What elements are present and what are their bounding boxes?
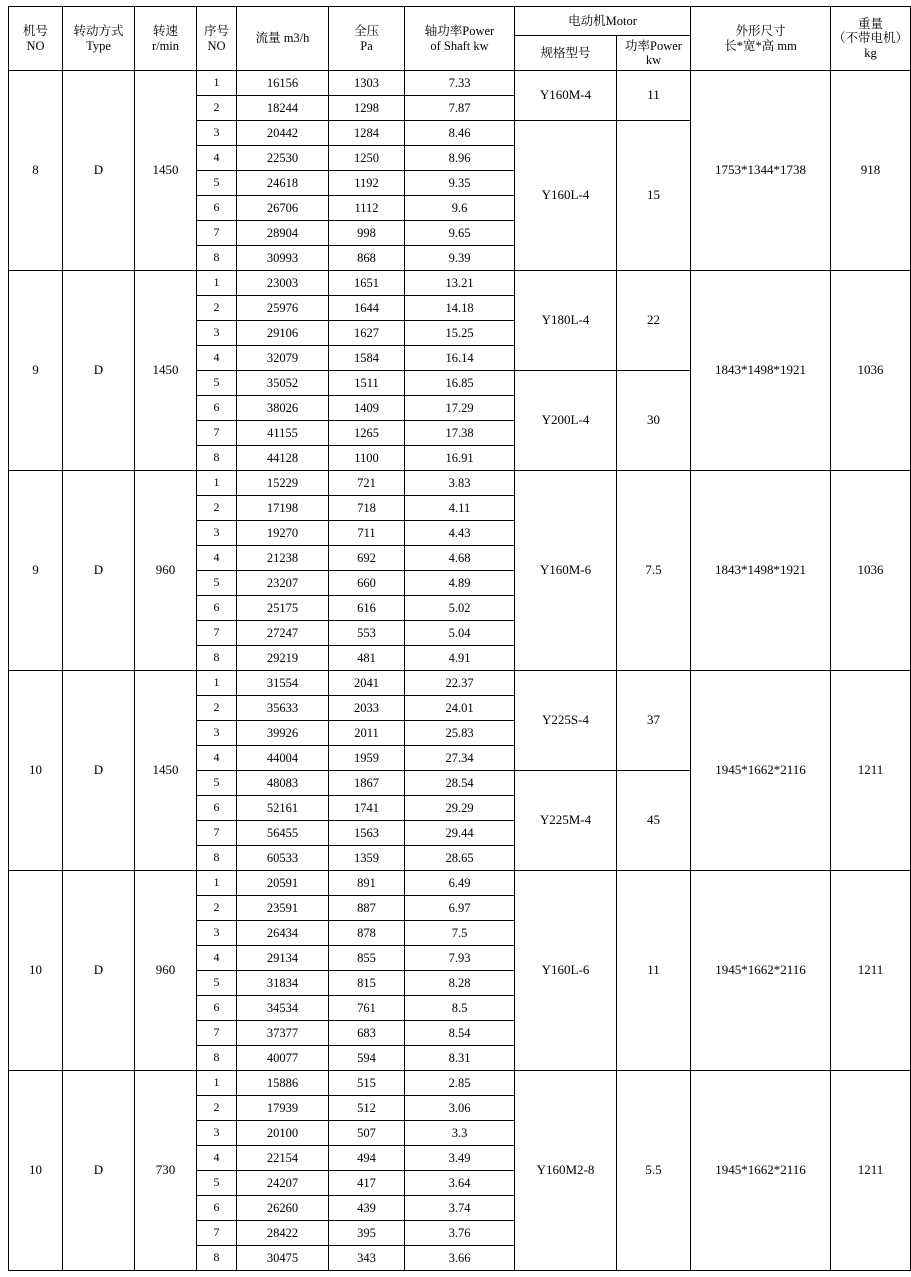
cell-sequence-no: 2	[197, 96, 237, 121]
cell-total-pressure: 721	[329, 471, 405, 496]
cell-flow: 32079	[237, 346, 329, 371]
cell-sequence-no: 8	[197, 846, 237, 871]
group-speed: 730	[135, 1071, 197, 1271]
cell-flow: 16156	[237, 71, 329, 96]
cell-shaft-power: 15.25	[405, 321, 515, 346]
cell-total-pressure: 891	[329, 871, 405, 896]
cell-sequence-no: 2	[197, 896, 237, 921]
cell-shaft-power: 8.54	[405, 1021, 515, 1046]
group-machine-no: 9	[9, 271, 63, 471]
cell-sequence-no: 8	[197, 1246, 237, 1271]
group-drive-type: D	[63, 671, 135, 871]
cell-total-pressure: 887	[329, 896, 405, 921]
cell-total-pressure: 594	[329, 1046, 405, 1071]
cell-shaft-power: 4.89	[405, 571, 515, 596]
cell-total-pressure: 1112	[329, 196, 405, 221]
cell-flow: 17198	[237, 496, 329, 521]
cell-total-pressure: 1651	[329, 271, 405, 296]
cell-shaft-power: 3.49	[405, 1146, 515, 1171]
header-row-1	[9, 7, 911, 36]
group-speed: 1450	[135, 71, 197, 271]
cell-flow: 29219	[237, 646, 329, 671]
cell-weight: 1036	[831, 471, 911, 671]
cell-shaft-power: 5.02	[405, 596, 515, 621]
cell-flow: 26260	[237, 1196, 329, 1221]
cell-shaft-power: 17.38	[405, 421, 515, 446]
cell-total-pressure: 878	[329, 921, 405, 946]
cell-shaft-power: 7.87	[405, 96, 515, 121]
group-drive-type: D	[63, 1071, 135, 1271]
group-speed: 960	[135, 471, 197, 671]
group-drive-type: D	[63, 271, 135, 471]
table-header	[9, 7, 911, 71]
cell-sequence-no: 3	[197, 321, 237, 346]
cell-shaft-power: 8.46	[405, 121, 515, 146]
cell-total-pressure: 616	[329, 596, 405, 621]
cell-sequence-no: 2	[197, 296, 237, 321]
cell-sequence-no: 7	[197, 1221, 237, 1246]
cell-total-pressure: 711	[329, 521, 405, 546]
cell-total-pressure: 553	[329, 621, 405, 646]
cell-dimensions: 1945*1662*2116	[691, 1071, 831, 1271]
cell-flow: 40077	[237, 1046, 329, 1071]
cell-sequence-no: 8	[197, 1046, 237, 1071]
cell-total-pressure: 718	[329, 496, 405, 521]
cell-sequence-no: 7	[197, 821, 237, 846]
cell-shaft-power: 3.64	[405, 1171, 515, 1196]
cell-flow: 15229	[237, 471, 329, 496]
cell-shaft-power: 9.6	[405, 196, 515, 221]
cell-sequence-no: 7	[197, 621, 237, 646]
cell-shaft-power: 3.76	[405, 1221, 515, 1246]
cell-total-pressure: 2033	[329, 696, 405, 721]
cell-sequence-no: 3	[197, 521, 237, 546]
cell-total-pressure: 512	[329, 1096, 405, 1121]
cell-flow: 20100	[237, 1121, 329, 1146]
group-speed: 1450	[135, 671, 197, 871]
table-row	[9, 871, 911, 896]
cell-weight: 1036	[831, 271, 911, 471]
cell-motor-power: 37	[617, 671, 691, 771]
cell-dimensions: 1753*1344*1738	[691, 71, 831, 271]
cell-flow: 30993	[237, 246, 329, 271]
cell-sequence-no: 4	[197, 946, 237, 971]
cell-flow: 29106	[237, 321, 329, 346]
cell-motor-model: Y160L-4	[515, 121, 617, 271]
cell-sequence-no: 6	[197, 1196, 237, 1221]
cell-total-pressure: 692	[329, 546, 405, 571]
cell-total-pressure: 395	[329, 1221, 405, 1246]
cell-total-pressure: 1192	[329, 171, 405, 196]
cell-total-pressure: 1100	[329, 446, 405, 471]
cell-total-pressure: 481	[329, 646, 405, 671]
header-machine-no: 机号 NO	[9, 7, 63, 71]
cell-sequence-no: 8	[197, 246, 237, 271]
cell-shaft-power: 7.5	[405, 921, 515, 946]
cell-sequence-no: 1	[197, 271, 237, 296]
cell-total-pressure: 1511	[329, 371, 405, 396]
cell-shaft-power: 3.06	[405, 1096, 515, 1121]
cell-shaft-power: 4.11	[405, 496, 515, 521]
cell-flow: 28422	[237, 1221, 329, 1246]
cell-shaft-power: 3.66	[405, 1246, 515, 1271]
cell-total-pressure: 507	[329, 1121, 405, 1146]
cell-flow: 44128	[237, 446, 329, 471]
cell-flow: 18244	[237, 96, 329, 121]
cell-sequence-no: 6	[197, 996, 237, 1021]
header-motor-power: 功率Power kw	[617, 36, 691, 71]
cell-total-pressure: 515	[329, 1071, 405, 1096]
cell-total-pressure: 761	[329, 996, 405, 1021]
group-machine-no: 10	[9, 871, 63, 1071]
cell-total-pressure: 998	[329, 221, 405, 246]
cell-shaft-power: 7.33	[405, 71, 515, 96]
cell-total-pressure: 1359	[329, 846, 405, 871]
cell-total-pressure: 1627	[329, 321, 405, 346]
cell-flow: 31554	[237, 671, 329, 696]
cell-flow: 20442	[237, 121, 329, 146]
cell-shaft-power: 6.49	[405, 871, 515, 896]
cell-shaft-power: 9.35	[405, 171, 515, 196]
cell-total-pressure: 1584	[329, 346, 405, 371]
cell-total-pressure: 2011	[329, 721, 405, 746]
cell-sequence-no: 1	[197, 871, 237, 896]
cell-flow: 19270	[237, 521, 329, 546]
cell-total-pressure: 2041	[329, 671, 405, 696]
cell-flow: 60533	[237, 846, 329, 871]
cell-flow: 28904	[237, 221, 329, 246]
cell-total-pressure: 494	[329, 1146, 405, 1171]
cell-shaft-power: 16.14	[405, 346, 515, 371]
header-dimensions: 外形尺寸 长*宽*高 mm	[691, 7, 831, 71]
cell-flow: 21238	[237, 546, 329, 571]
cell-weight: 1211	[831, 871, 911, 1071]
cell-weight: 1211	[831, 671, 911, 871]
group-machine-no: 9	[9, 471, 63, 671]
cell-shaft-power: 16.91	[405, 446, 515, 471]
header-shaft-power: 轴功率Power of Shaft kw	[405, 7, 515, 71]
table-row	[9, 71, 911, 96]
cell-dimensions: 1843*1498*1921	[691, 271, 831, 471]
cell-sequence-no: 3	[197, 121, 237, 146]
cell-sequence-no: 7	[197, 221, 237, 246]
cell-shaft-power: 8.31	[405, 1046, 515, 1071]
cell-total-pressure: 1867	[329, 771, 405, 796]
cell-flow: 41155	[237, 421, 329, 446]
header-sequence-no: 序号 NO	[197, 7, 237, 71]
cell-sequence-no: 4	[197, 1146, 237, 1171]
cell-flow: 31834	[237, 971, 329, 996]
header-motor: 电动机Motor	[515, 7, 691, 36]
cell-weight: 1211	[831, 1071, 911, 1271]
cell-shaft-power: 16.85	[405, 371, 515, 396]
cell-dimensions: 1945*1662*2116	[691, 871, 831, 1071]
cell-total-pressure: 1741	[329, 796, 405, 821]
group-speed: 960	[135, 871, 197, 1071]
cell-total-pressure: 1959	[329, 746, 405, 771]
group-machine-no: 10	[9, 1071, 63, 1271]
cell-shaft-power: 3.83	[405, 471, 515, 496]
cell-sequence-no: 4	[197, 146, 237, 171]
cell-total-pressure: 1409	[329, 396, 405, 421]
table-row	[9, 671, 911, 696]
cell-dimensions: 1945*1662*2116	[691, 671, 831, 871]
cell-flow: 26706	[237, 196, 329, 221]
cell-flow: 22154	[237, 1146, 329, 1171]
header-weight: 重量 （不带电机） kg	[831, 7, 911, 71]
cell-dimensions: 1843*1498*1921	[691, 471, 831, 671]
cell-shaft-power: 28.54	[405, 771, 515, 796]
cell-total-pressure: 1563	[329, 821, 405, 846]
cell-flow: 39926	[237, 721, 329, 746]
cell-total-pressure: 855	[329, 946, 405, 971]
cell-motor-power: 15	[617, 121, 691, 271]
table-row	[9, 1071, 911, 1096]
cell-sequence-no: 2	[197, 1096, 237, 1121]
cell-total-pressure: 1298	[329, 96, 405, 121]
header-speed: 转速 r/min	[135, 7, 197, 71]
header-total-pressure: 全压 Pa	[329, 7, 405, 71]
cell-sequence-no: 5	[197, 971, 237, 996]
cell-sequence-no: 4	[197, 546, 237, 571]
cell-shaft-power: 7.93	[405, 946, 515, 971]
cell-sequence-no: 7	[197, 421, 237, 446]
cell-shaft-power: 8.96	[405, 146, 515, 171]
cell-total-pressure: 683	[329, 1021, 405, 1046]
header-motor-model: 规格型号	[515, 36, 617, 71]
cell-sequence-no: 5	[197, 1171, 237, 1196]
cell-motor-model: Y180L-4	[515, 271, 617, 371]
cell-flow: 30475	[237, 1246, 329, 1271]
cell-total-pressure: 1250	[329, 146, 405, 171]
cell-shaft-power: 8.5	[405, 996, 515, 1021]
cell-shaft-power: 25.83	[405, 721, 515, 746]
cell-total-pressure: 1265	[329, 421, 405, 446]
cell-motor-power: 5.5	[617, 1071, 691, 1271]
table-row	[9, 471, 911, 496]
cell-shaft-power: 22.37	[405, 671, 515, 696]
cell-flow: 23591	[237, 896, 329, 921]
cell-flow: 20591	[237, 871, 329, 896]
cell-sequence-no: 6	[197, 196, 237, 221]
cell-shaft-power: 14.18	[405, 296, 515, 321]
cell-motor-power: 7.5	[617, 471, 691, 671]
cell-total-pressure: 660	[329, 571, 405, 596]
cell-motor-model: Y200L-4	[515, 371, 617, 471]
header-drive-type: 转动方式 Type	[63, 7, 135, 71]
cell-flow: 26434	[237, 921, 329, 946]
group-speed: 1450	[135, 271, 197, 471]
cell-flow: 15886	[237, 1071, 329, 1096]
cell-motor-model: Y225M-4	[515, 771, 617, 871]
cell-flow: 52161	[237, 796, 329, 821]
cell-sequence-no: 2	[197, 496, 237, 521]
cell-total-pressure: 1303	[329, 71, 405, 96]
cell-flow: 25976	[237, 296, 329, 321]
cell-sequence-no: 5	[197, 371, 237, 396]
cell-flow: 44004	[237, 746, 329, 771]
cell-flow: 17939	[237, 1096, 329, 1121]
cell-shaft-power: 5.04	[405, 621, 515, 646]
cell-flow: 34534	[237, 996, 329, 1021]
cell-sequence-no: 5	[197, 571, 237, 596]
cell-total-pressure: 417	[329, 1171, 405, 1196]
cell-flow: 24207	[237, 1171, 329, 1196]
cell-shaft-power: 24.01	[405, 696, 515, 721]
cell-shaft-power: 8.28	[405, 971, 515, 996]
cell-sequence-no: 6	[197, 396, 237, 421]
cell-flow: 56455	[237, 821, 329, 846]
cell-motor-model: Y160L-6	[515, 871, 617, 1071]
group-drive-type: D	[63, 71, 135, 271]
cell-motor-model: Y160M2-8	[515, 1071, 617, 1271]
cell-shaft-power: 3.74	[405, 1196, 515, 1221]
cell-shaft-power: 4.43	[405, 521, 515, 546]
cell-sequence-no: 4	[197, 746, 237, 771]
cell-sequence-no: 6	[197, 596, 237, 621]
cell-flow: 29134	[237, 946, 329, 971]
cell-total-pressure: 815	[329, 971, 405, 996]
cell-shaft-power: 6.97	[405, 896, 515, 921]
cell-shaft-power: 2.85	[405, 1071, 515, 1096]
cell-sequence-no: 4	[197, 346, 237, 371]
cell-shaft-power: 27.34	[405, 746, 515, 771]
cell-shaft-power: 29.29	[405, 796, 515, 821]
cell-total-pressure: 1644	[329, 296, 405, 321]
cell-flow: 22530	[237, 146, 329, 171]
cell-sequence-no: 5	[197, 771, 237, 796]
cell-total-pressure: 343	[329, 1246, 405, 1271]
cell-shaft-power: 29.44	[405, 821, 515, 846]
cell-shaft-power: 4.68	[405, 546, 515, 571]
cell-sequence-no: 7	[197, 1021, 237, 1046]
cell-sequence-no: 1	[197, 671, 237, 696]
cell-flow: 38026	[237, 396, 329, 421]
cell-flow: 23207	[237, 571, 329, 596]
cell-motor-power: 11	[617, 71, 691, 121]
cell-sequence-no: 6	[197, 796, 237, 821]
header-flow: 流量 m3/h	[237, 7, 329, 71]
cell-sequence-no: 8	[197, 646, 237, 671]
cell-shaft-power: 3.3	[405, 1121, 515, 1146]
cell-flow: 37377	[237, 1021, 329, 1046]
cell-sequence-no: 8	[197, 446, 237, 471]
cell-motor-model: Y160M-6	[515, 471, 617, 671]
cell-motor-model: Y225S-4	[515, 671, 617, 771]
cell-total-pressure: 1284	[329, 121, 405, 146]
group-drive-type: D	[63, 471, 135, 671]
table-body	[9, 71, 911, 1271]
cell-flow: 48083	[237, 771, 329, 796]
fan-specification-table	[8, 6, 911, 1271]
cell-flow: 24618	[237, 171, 329, 196]
group-machine-no: 10	[9, 671, 63, 871]
cell-motor-power: 30	[617, 371, 691, 471]
group-drive-type: D	[63, 871, 135, 1071]
cell-flow: 25175	[237, 596, 329, 621]
cell-motor-power: 22	[617, 271, 691, 371]
cell-sequence-no: 3	[197, 1121, 237, 1146]
cell-motor-power: 11	[617, 871, 691, 1071]
cell-motor-power: 45	[617, 771, 691, 871]
cell-shaft-power: 9.65	[405, 221, 515, 246]
cell-sequence-no: 3	[197, 721, 237, 746]
cell-sequence-no: 1	[197, 1071, 237, 1096]
cell-shaft-power: 17.29	[405, 396, 515, 421]
table-row	[9, 271, 911, 296]
cell-shaft-power: 28.65	[405, 846, 515, 871]
cell-shaft-power: 4.91	[405, 646, 515, 671]
cell-shaft-power: 9.39	[405, 246, 515, 271]
cell-total-pressure: 439	[329, 1196, 405, 1221]
cell-sequence-no: 1	[197, 471, 237, 496]
cell-flow: 35052	[237, 371, 329, 396]
cell-sequence-no: 5	[197, 171, 237, 196]
cell-sequence-no: 2	[197, 696, 237, 721]
cell-flow: 27247	[237, 621, 329, 646]
cell-flow: 35633	[237, 696, 329, 721]
cell-sequence-no: 3	[197, 921, 237, 946]
cell-sequence-no: 1	[197, 71, 237, 96]
cell-flow: 23003	[237, 271, 329, 296]
group-machine-no: 8	[9, 71, 63, 271]
cell-shaft-power: 13.21	[405, 271, 515, 296]
cell-total-pressure: 868	[329, 246, 405, 271]
cell-motor-model: Y160M-4	[515, 71, 617, 121]
cell-weight: 918	[831, 71, 911, 271]
